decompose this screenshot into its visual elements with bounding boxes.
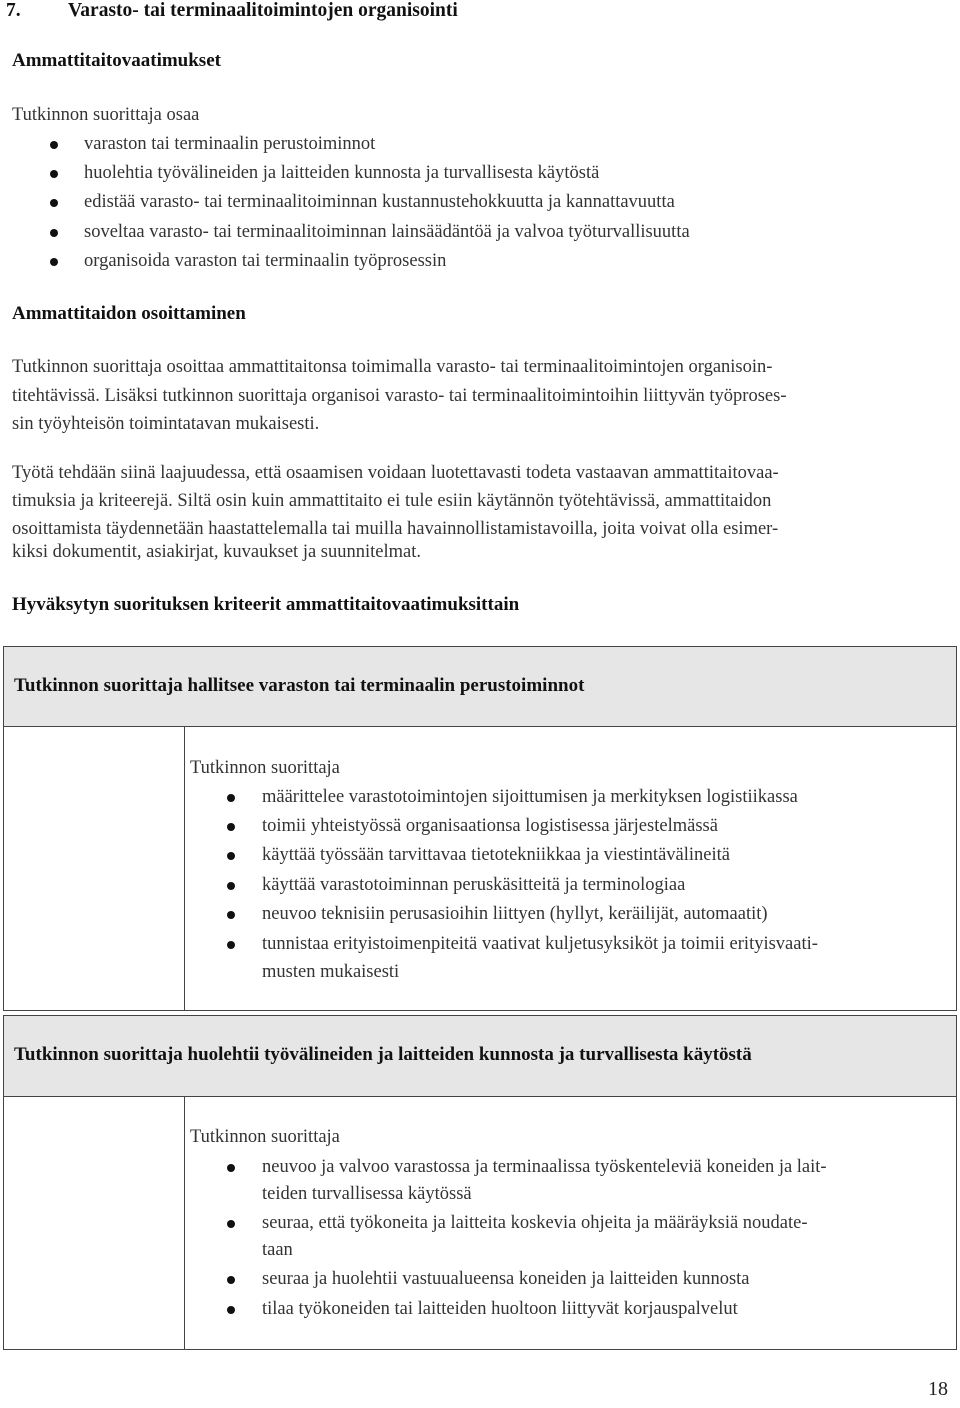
page-number: 18: [928, 1378, 948, 1400]
list-item: varaston tai terminaalin perustoiminnot: [84, 134, 376, 154]
demonstration-heading: Ammattitaidon osoittaminen: [12, 303, 246, 324]
list-item: edistää varasto- tai terminaalitoiminnan kustannustehokkuutta ja kannattavuutta: [84, 192, 675, 212]
bullet-icon: [227, 794, 235, 802]
list-item: neuvoo teknisiin perusasioihin liittyen (hyllyt, keräilijät, automaatit): [262, 904, 768, 924]
demonstration-line: timuksia ja kriteerejä. Siltä osin kuin ammattitaito ei tule esiin käytännön työtehtävissä, ammattitaidon: [12, 491, 772, 511]
bullet-icon: [227, 823, 235, 831]
criteria-intro: Tutkinnon suorittaja: [190, 1127, 340, 1147]
list-item-line: tunnistaa erityistoimenpiteitä vaativat kuljetusyksiköt ja toimii erityisvaati-: [262, 934, 818, 954]
bullet-icon: [50, 199, 58, 207]
list-item: käyttää varastotoiminnan peruskäsitteitä ja terminologiaa: [262, 875, 686, 895]
list-item: toimii yhteistyössä organisaationsa logistisessa järjestelmässä: [262, 816, 718, 836]
table-divider: [184, 1097, 185, 1349]
bullet-icon: [227, 852, 235, 860]
demonstration-line: Työtä tehdään siinä laajuudessa, että osaamisen voidaan luotettavasti todeta vastaavan ammattitaitovaa-: [12, 463, 779, 483]
demonstration-line: kiksi dokumentit, asiakirjat, kuvaukset ja suunnitelmat.: [12, 542, 421, 562]
bullet-icon: [227, 882, 235, 890]
criteria-intro: Tutkinnon suorittaja: [190, 758, 340, 778]
list-item: huolehtia työvälineiden ja laitteiden kunnosta ja turvallisesta käytöstä: [84, 163, 600, 183]
list-item-line: teiden turvallisessa käytössä: [262, 1184, 472, 1204]
list-item: soveltaa varasto- tai terminaalitoiminnan lainsäädäntöä ja valvoa työturvallisuutta: [84, 222, 690, 242]
list-item-line: taan: [262, 1240, 293, 1260]
demonstration-line: sin työyhteisön toimintatavan mukaisesti.: [12, 414, 320, 434]
bullet-icon: [227, 941, 235, 949]
criteria-heading: Hyväksytyn suorituksen kriteerit ammattitaitovaatimuksittain: [12, 594, 520, 615]
bullet-icon: [50, 141, 58, 149]
bullet-icon: [227, 1306, 235, 1314]
demonstration-line: titehtävissä. Lisäksi tutkinnon suorittaja organisoi varasto- tai terminaalitoimintoihin liittyvän työproses-: [12, 386, 787, 406]
bullet-icon: [227, 911, 235, 919]
bullet-icon: [227, 1164, 235, 1172]
bullet-icon: [227, 1220, 235, 1228]
bullet-icon: [50, 258, 58, 266]
bullet-icon: [50, 229, 58, 237]
list-item: määrittelee varastotoimintojen sijoittumisen ja merkityksen logistiikassa: [262, 787, 798, 807]
criteria-row-header: [4, 647, 956, 727]
section-title: Varasto- tai terminaalitoimintojen organisointi: [68, 0, 458, 21]
criteria-title: Tutkinnon suorittaja hallitsee varaston tai terminaalin perustoiminnot: [14, 675, 585, 696]
demonstration-line: Tutkinnon suorittaja osoittaa ammattitaitonsa toimimalla varasto- tai terminaalitoimintojen organisoin-: [12, 357, 773, 377]
criteria-title: Tutkinnon suorittaja huolehtii työvälineiden ja laitteiden kunnosta ja turvallisesta käytöstä: [14, 1044, 752, 1065]
bullet-icon: [227, 1276, 235, 1284]
bullet-icon: [50, 170, 58, 178]
list-item: tilaa työkoneiden tai laitteiden huoltoon liittyvät korjauspalvelut: [262, 1299, 738, 1319]
requirements-heading: Ammattitaitovaatimukset: [12, 50, 221, 71]
demonstration-line: osoittamista täydennetään haastattelemalla tai muilla havainnollistamistavoilla, joita voivat olla esimer-: [12, 519, 779, 539]
criteria-row-header: [4, 1016, 956, 1097]
list-item: käyttää työssään tarvittavaa tietotekniikkaa ja viestintävälineitä: [262, 845, 730, 865]
list-item-line: seuraa, että työkoneita ja laitteita koskevia ohjeita ja määräyksiä noudate-: [262, 1213, 808, 1233]
list-item-line: musten mukaisesti: [262, 962, 400, 982]
requirements-intro: Tutkinnon suorittaja osaa: [12, 105, 200, 125]
list-item-line: neuvoo ja valvoo varastossa ja terminaalissa työskenteleviä koneiden ja lait-: [262, 1157, 827, 1177]
list-item: organisoida varaston tai terminaalin työprosessin: [84, 251, 447, 271]
table-divider: [184, 727, 185, 1010]
list-item: seuraa ja huolehtii vastuualueensa koneiden ja laitteiden kunnosta: [262, 1269, 750, 1289]
section-number: 7.: [6, 0, 21, 21]
